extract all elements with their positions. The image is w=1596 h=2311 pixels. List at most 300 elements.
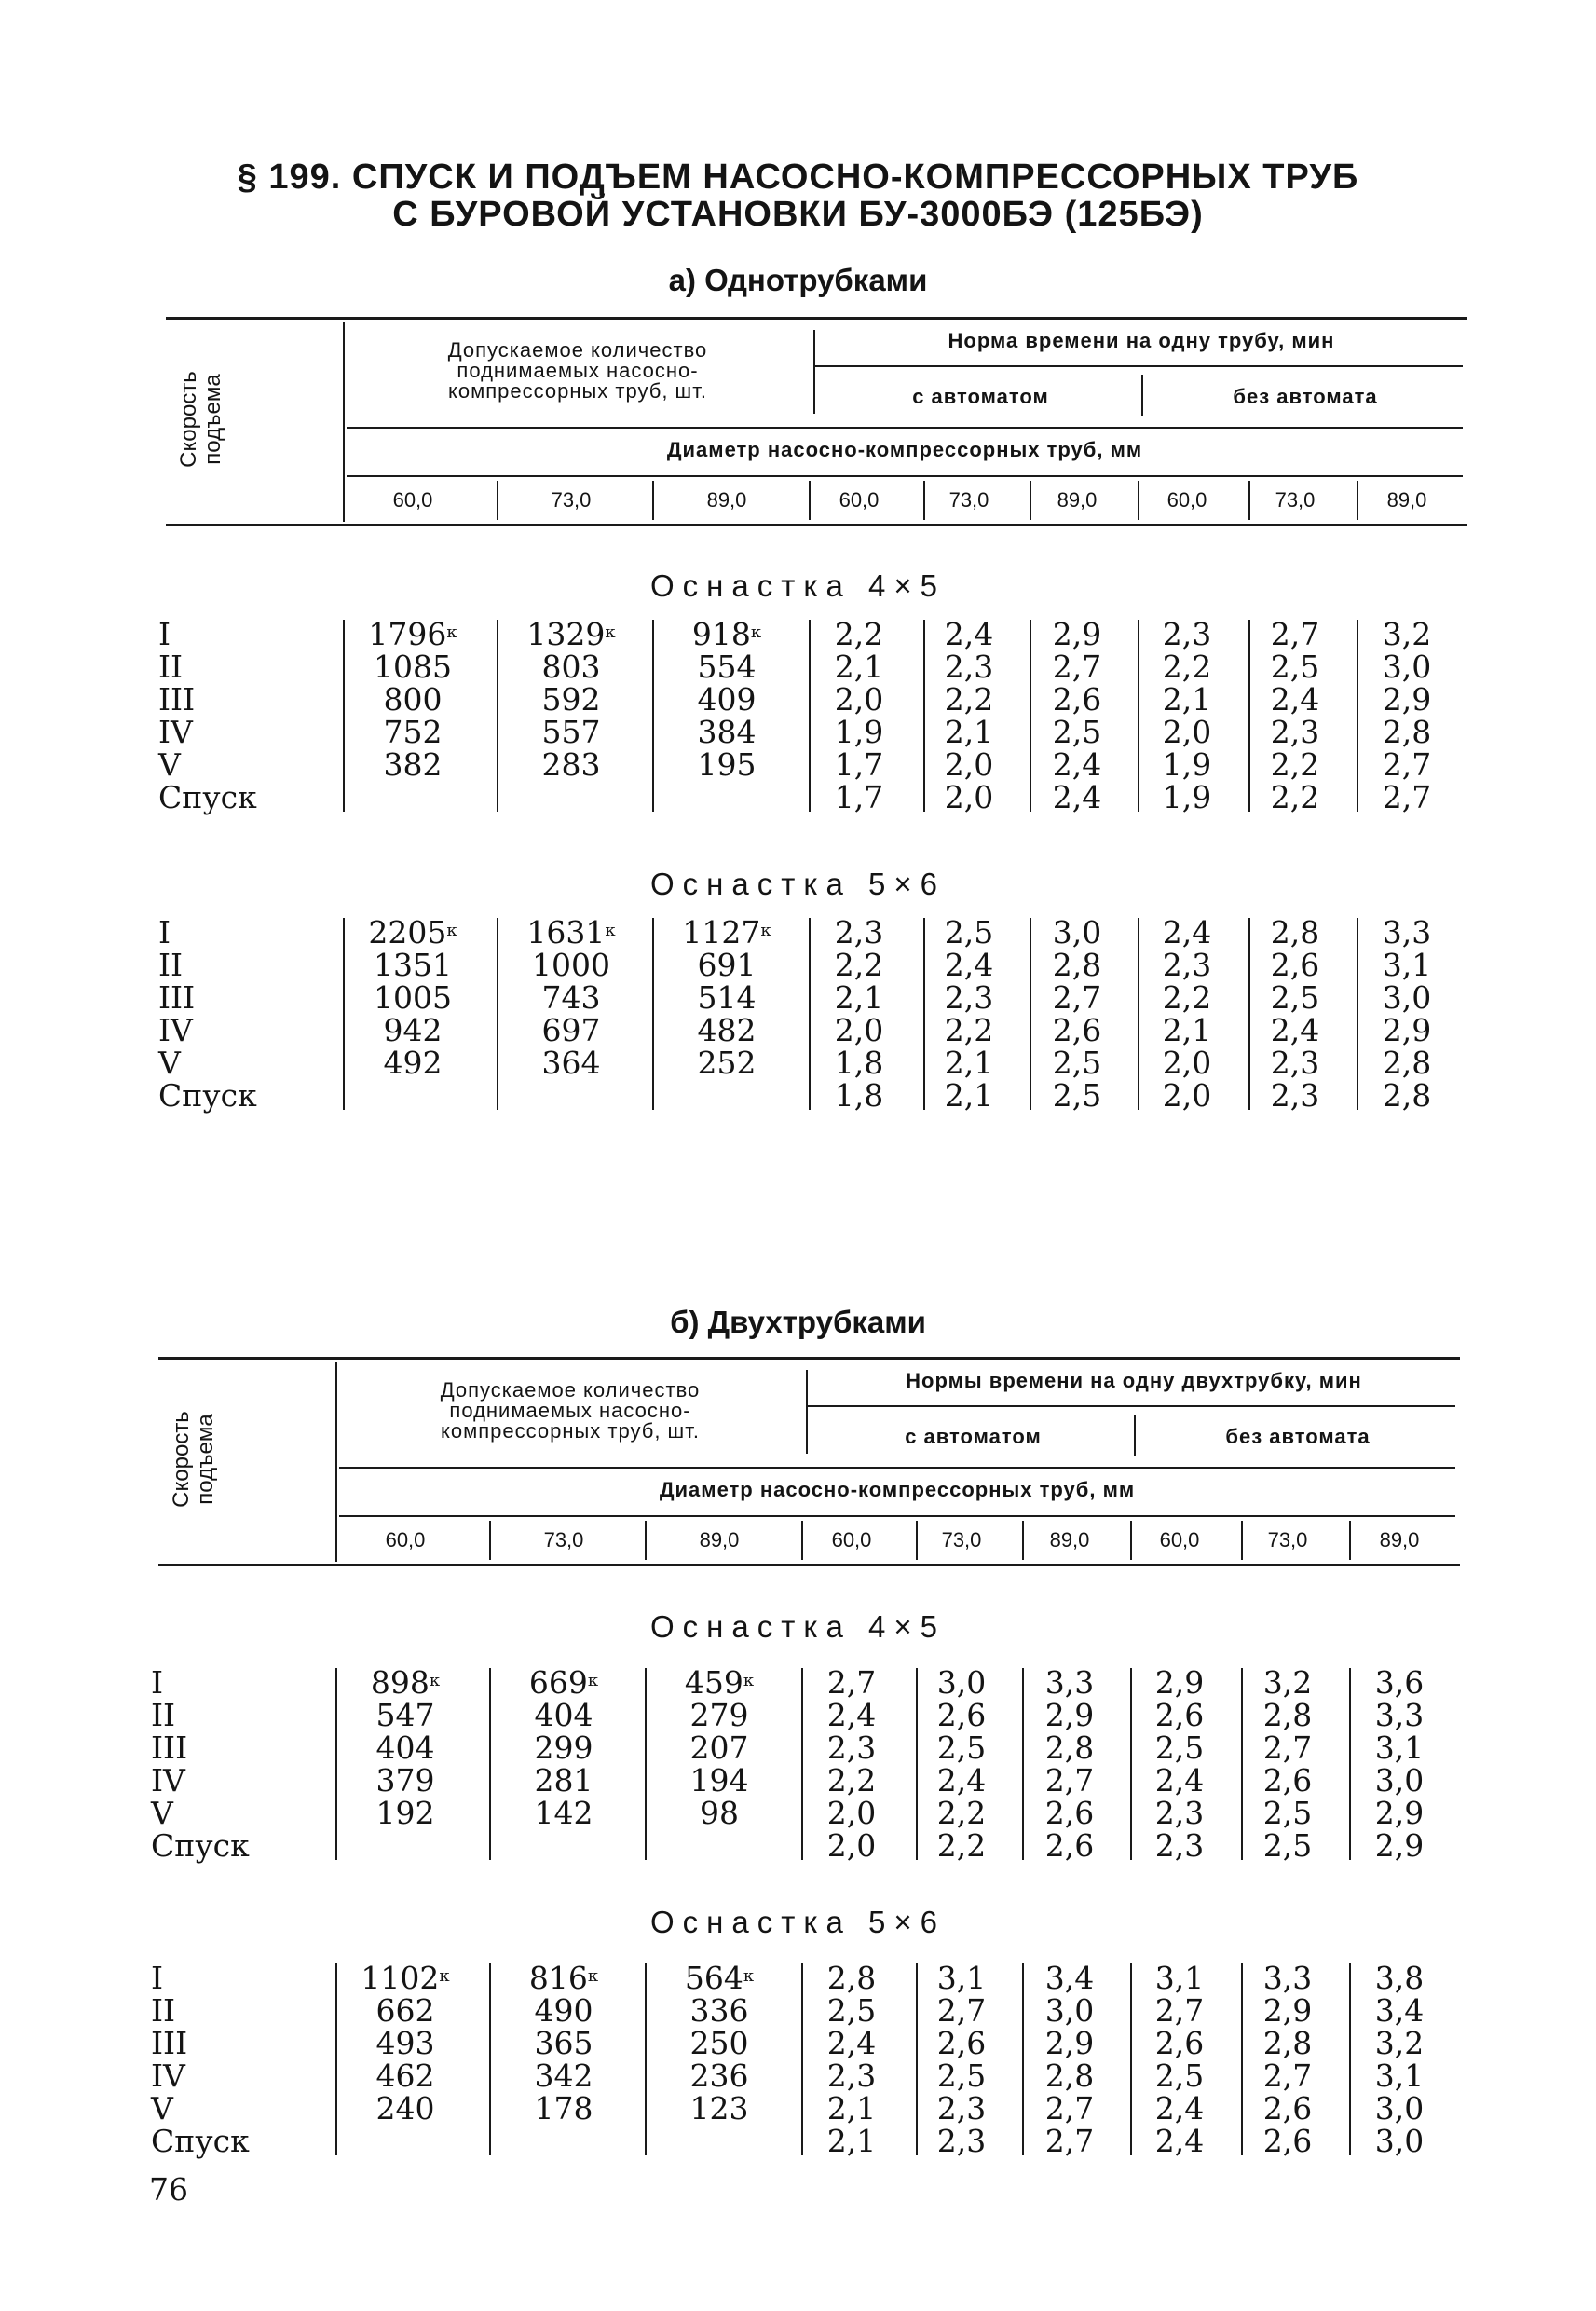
row-label: II	[151, 1697, 176, 1733]
row-label: V	[151, 2090, 173, 2126]
table-cell: 2,3	[1270, 1077, 1320, 1114]
row-header-speed-line: Скорость	[176, 371, 201, 468]
table-cell: 2,4	[1154, 2090, 1205, 2126]
table-cell: 2,6	[1044, 1827, 1095, 1864]
table-cell: 2,6	[1044, 1795, 1095, 1831]
diameter-column-header: 60,0	[392, 488, 433, 512]
table-cell: 3,2	[1374, 2025, 1425, 2061]
table-cell: 1,8	[834, 1077, 884, 1114]
row-label: I	[151, 1664, 164, 1701]
table-cell: 2,2	[834, 616, 884, 652]
table-cell: 2,0	[834, 681, 884, 718]
page-title-line-1: § 199. СПУСК И ПОДЪЕМ НАСОСНО-КОМПРЕССОРНЫХ ТРУБ	[237, 157, 1359, 197]
footnote-mark: к	[446, 622, 457, 642]
row-label: Спуск	[151, 2123, 250, 2159]
table-cell: 2,2	[1270, 746, 1320, 783]
header-norm-rule	[813, 365, 1463, 367]
table-cell: 2,6	[1154, 2025, 1205, 2061]
table-cell: 342	[534, 2058, 593, 2094]
table-cell: 2,9	[1382, 681, 1432, 718]
table-cell: 2,9	[1382, 1012, 1432, 1048]
body-column-divider	[497, 620, 498, 812]
table-cell: 2,1	[826, 2090, 877, 2126]
header-diameter-bottom-rule	[347, 475, 1463, 477]
diameter-column-header: 60,0	[385, 1528, 426, 1552]
table-cell: 2,1	[834, 979, 884, 1016]
diameter-column-divider	[1241, 1521, 1243, 1560]
table-subtitle: а) Однотрубками	[668, 263, 928, 297]
table-cell: 2,7	[1382, 746, 1432, 783]
footnote-mark: к	[605, 921, 616, 940]
table-cell: 554	[697, 649, 757, 685]
table-cell: 2,3	[1270, 1045, 1320, 1081]
table-cell: 2,6	[936, 1697, 987, 1733]
table-cell: 240	[375, 2090, 435, 2126]
table-cell: 2,5	[936, 2058, 987, 2094]
table-cell: $1796^к$	[368, 616, 457, 652]
header-auto: с автоматом	[912, 385, 1049, 408]
table-cell: 2,5	[1154, 1730, 1205, 1766]
table-cell: $459^к$	[684, 1664, 755, 1701]
header-norm: Нормы времени на одну двухтрубку, мин	[906, 1369, 1362, 1392]
table-cell: $669^к$	[528, 1664, 599, 1701]
table-cell: 2,1	[944, 1077, 994, 1114]
table-cell: $918^к$	[691, 616, 762, 652]
diameter-column-header: 73,0	[948, 488, 989, 512]
footnote-mark: к	[743, 1966, 755, 1986]
table-cell: 697	[541, 1012, 601, 1048]
table-cell: 2,2	[1162, 979, 1212, 1016]
table-cell: 1,8	[834, 1045, 884, 1081]
table-cell: 2,2	[936, 1795, 987, 1831]
table-cell: 2,8	[1044, 2058, 1095, 2094]
table-cell: 3,1	[1154, 1960, 1205, 1996]
table-cell: 492	[383, 1045, 443, 1081]
table-cell: 3,0	[1044, 1992, 1095, 2029]
table-cell: 2,5	[944, 914, 994, 950]
table-cell: 299	[534, 1730, 593, 1766]
table-cell: 2,7	[1044, 2123, 1095, 2159]
header-diameter: Диаметр насосно-компрессорных труб, мм	[659, 1478, 1136, 1501]
row-label: II	[158, 649, 184, 685]
table-cell: 2,5	[1154, 2058, 1205, 2094]
table-cell: 1000	[532, 947, 610, 983]
table-cell: 2,2	[1162, 649, 1212, 685]
table-cell: 2,7	[1382, 779, 1432, 815]
table-cell: 250	[689, 2025, 749, 2061]
header-top-rule	[166, 317, 1467, 320]
table-cell: $816^к$	[528, 1960, 599, 1996]
table-cell: 2,6	[1052, 1012, 1102, 1048]
table-cell: 2,8	[1052, 947, 1102, 983]
diameter-column-header: 60,0	[1159, 1528, 1200, 1552]
table-cell: 2,9	[1154, 1664, 1205, 1701]
table-cell: 3,1	[1382, 947, 1432, 983]
table-cell: 2,4	[826, 2025, 877, 2061]
header-top-rule	[158, 1357, 1460, 1360]
table-cell: 2,3	[826, 2058, 877, 2094]
table-cell: $898^к$	[370, 1664, 441, 1701]
header-bottom-rule	[158, 1564, 1460, 1566]
table-cell: 365	[534, 2025, 593, 2061]
header-count-line: Допускаемое количество	[440, 1378, 701, 1402]
table-cell: 2,0	[826, 1795, 877, 1831]
header-count-norm-divider	[806, 1370, 808, 1454]
table-cell: 2,1	[826, 2123, 877, 2159]
table-cell: 2,2	[1270, 779, 1320, 815]
diameter-column-divider	[645, 1521, 647, 1560]
table-cell: 2,6	[1270, 947, 1320, 983]
table-cell: 2,7	[1154, 1992, 1205, 2029]
table-cell: 1,7	[834, 779, 884, 815]
table-cell: 2,6	[1154, 1697, 1205, 1733]
table-cell: 2,9	[1044, 2025, 1095, 2061]
table-cell: 942	[383, 1012, 443, 1048]
table-cell: 2,5	[1270, 979, 1320, 1016]
row-header-speed-line: подъема	[200, 374, 225, 465]
body-column-divider	[343, 918, 345, 1110]
footnote-mark: к	[750, 622, 762, 642]
table-cell: 379	[375, 1762, 435, 1798]
table-cell: 2,3	[826, 1730, 877, 1766]
row-label: I	[151, 1960, 164, 1996]
table-cell: 2,8	[1262, 1697, 1313, 1733]
table-cell: 592	[541, 681, 601, 718]
table-cell: 2,4	[826, 1697, 877, 1733]
table-cell: 2,7	[936, 1992, 987, 2029]
table-cell: 662	[375, 1992, 435, 2029]
footnote-mark: к	[446, 921, 457, 940]
table-cell: 2,7	[1270, 616, 1320, 652]
body-column-divider	[652, 620, 654, 812]
table-cell: 3,2	[1382, 616, 1432, 652]
body-column-divider	[652, 918, 654, 1110]
table-cell: 2,9	[1262, 1992, 1313, 2029]
diameter-column-header: 60,0	[831, 1528, 872, 1552]
header-auto-divider	[1141, 375, 1143, 416]
table-cell: 2,9	[1374, 1827, 1425, 1864]
table-cell: $1102^к$	[361, 1960, 450, 1996]
body-column-divider	[335, 1963, 337, 2155]
diameter-column-divider	[489, 1521, 491, 1560]
table-cell: 2,2	[936, 1827, 987, 1864]
table-cell: 493	[375, 2025, 435, 2061]
table-cell: $1631^к$	[526, 914, 616, 950]
table-cell: 2,8	[1382, 1077, 1432, 1114]
header-count-line: Допускаемое количество	[447, 338, 708, 362]
footnote-mark: к	[439, 1966, 450, 1986]
table-cell: 482	[697, 1012, 757, 1048]
table-cell: 2,9	[1374, 1795, 1425, 1831]
diameter-column-divider	[1349, 1521, 1351, 1560]
table-cell: 207	[689, 1730, 749, 1766]
table-cell: 2,6	[1262, 2123, 1313, 2159]
table-cell: 3,0	[1052, 914, 1102, 950]
table-cell: 2,0	[834, 1012, 884, 1048]
table-cell: 752	[383, 714, 443, 750]
table-cell: 3,1	[1374, 1730, 1425, 1766]
header-diameter-top-rule	[347, 427, 1463, 429]
table-cell: 279	[689, 1697, 749, 1733]
table-cell: 2,0	[944, 779, 994, 815]
header-count-line: поднимаемых насосно-	[449, 1399, 691, 1422]
header-count-line: компрессорных труб, шт.	[441, 1419, 700, 1443]
table-cell: 2,7	[1052, 649, 1102, 685]
table-cell: 743	[541, 979, 601, 1016]
table-cell: 2,4	[1270, 1012, 1320, 1048]
row-label: V	[158, 746, 181, 783]
table-cell: 384	[697, 714, 757, 750]
table-cell: 557	[541, 714, 601, 750]
row-label: II	[151, 1992, 176, 2029]
row-label: III	[151, 1730, 188, 1766]
header-noauto: без автомата	[1225, 1425, 1371, 1448]
footnote-mark: к	[429, 1671, 441, 1690]
header-diameter: Диаметр насосно-компрессорных труб, мм	[666, 438, 1143, 461]
body-column-divider	[645, 1668, 647, 1860]
table-cell: 336	[689, 1992, 749, 2029]
header-noauto: без автомата	[1233, 385, 1378, 408]
table-cell: 409	[697, 681, 757, 718]
body-column-divider	[645, 1963, 647, 2155]
table-cell: 2,8	[1044, 1730, 1095, 1766]
table-cell: 192	[375, 1795, 435, 1831]
diameter-column-header: 89,0	[1049, 1528, 1090, 1552]
header-norm: Норма времени на одну трубу, мин	[948, 329, 1335, 352]
table-cell: 2,3	[944, 649, 994, 685]
table-cell: 2,0	[826, 1827, 877, 1864]
table-subtitle: б) Двухтрубками	[670, 1305, 926, 1339]
body-column-divider	[489, 1668, 491, 1860]
diameter-column-divider	[1248, 481, 1250, 520]
header-norm-rule	[806, 1405, 1455, 1407]
row-header-speed-line: подъема	[193, 1414, 218, 1505]
table-cell: $564^к$	[684, 1960, 755, 1996]
table-cell: 2,5	[1052, 1045, 1102, 1081]
diameter-column-divider	[801, 1521, 803, 1560]
footnote-mark: к	[587, 1671, 599, 1690]
table-cell: 2,4	[936, 1762, 987, 1798]
section-label: Оснастка 4×5	[649, 1609, 947, 1644]
body-column-divider	[489, 1963, 491, 2155]
footnote-mark: к	[587, 1966, 599, 1986]
diameter-column-header: 73,0	[941, 1528, 982, 1552]
header-bottom-rule	[166, 524, 1467, 526]
table-cell: 2,4	[1162, 914, 1212, 950]
table-cell: 2,6	[1262, 2090, 1313, 2126]
table-cell: 1005	[374, 979, 452, 1016]
table-cell: 2,3	[936, 2123, 987, 2159]
diameter-column-divider	[923, 481, 925, 520]
table-cell: 3,0	[936, 1664, 987, 1701]
table-cell: 2,1	[944, 714, 994, 750]
table-cell: 2,2	[944, 681, 994, 718]
table-cell: 2,4	[944, 947, 994, 983]
table-cell: 800	[383, 681, 443, 718]
row-label: I	[158, 616, 171, 652]
table-cell: 3,3	[1044, 1664, 1095, 1701]
table-cell: 2,2	[826, 1762, 877, 1798]
table-cell: 2,3	[936, 2090, 987, 2126]
footnote-mark: к	[605, 622, 616, 642]
table-cell: 2,3	[944, 979, 994, 1016]
diameter-column-divider	[1357, 481, 1358, 520]
table-cell: 1,9	[1162, 779, 1212, 815]
table-cell: 2,9	[1044, 1697, 1095, 1733]
diameter-column-divider	[916, 1521, 918, 1560]
table-cell: 142	[534, 1795, 593, 1831]
table-cell: 2,1	[944, 1045, 994, 1081]
row-label: II	[158, 947, 184, 983]
page-number: 76	[149, 2171, 188, 2208]
table-cell: 2,5	[1052, 1077, 1102, 1114]
table-cell: 2,1	[1162, 681, 1212, 718]
table-cell: 2,3	[1154, 1827, 1205, 1864]
row-label: V	[151, 1795, 173, 1831]
table-cell: $1329^к$	[526, 616, 616, 652]
row-header-speed-line: Скорость	[169, 1411, 194, 1508]
table-cell: 2,4	[1052, 779, 1102, 815]
footnote-mark: к	[760, 921, 771, 940]
table-cell: 2,4	[1052, 746, 1102, 783]
table-cell: 2,4	[1154, 2123, 1205, 2159]
table-cell: 382	[383, 746, 443, 783]
table-cell: 3,1	[936, 1960, 987, 1996]
diameter-column-header: 73,0	[551, 488, 592, 512]
diameter-column-header: 89,0	[706, 488, 747, 512]
table-cell: 3,6	[1374, 1664, 1425, 1701]
table-cell: 2,0	[944, 746, 994, 783]
diameter-column-divider	[652, 481, 654, 520]
table-cell: 2,7	[1044, 2090, 1095, 2126]
row-label: III	[158, 681, 196, 718]
table-cell: 3,3	[1374, 1697, 1425, 1733]
table-cell: 2,7	[1262, 1730, 1313, 1766]
section-label: Оснастка 4×5	[649, 568, 947, 603]
table-cell: 2,8	[826, 1960, 877, 1996]
diameter-column-divider	[809, 481, 811, 520]
table-cell: 3,4	[1374, 1992, 1425, 2029]
header-diameter-top-rule	[339, 1467, 1455, 1469]
table-cell: 2,0	[1162, 1045, 1212, 1081]
diameter-column-header: 60,0	[1166, 488, 1207, 512]
header-diameter-bottom-rule	[339, 1515, 1455, 1517]
diameter-column-header: 73,0	[543, 1528, 584, 1552]
table-cell: 2,5	[1052, 714, 1102, 750]
diameter-column-header: 89,0	[699, 1528, 740, 1552]
table-cell: 691	[697, 947, 757, 983]
diameter-column-divider	[1030, 481, 1031, 520]
table-cell: 236	[689, 2058, 749, 2094]
row-label: Спуск	[151, 1827, 250, 1864]
table-cell: 404	[375, 1730, 435, 1766]
table-cell: 2,9	[1052, 616, 1102, 652]
row-header-speed	[177, 326, 233, 513]
row-label: Спуск	[158, 779, 257, 815]
table-cell: $2205^к$	[368, 914, 457, 950]
table-cell: 2,7	[1052, 979, 1102, 1016]
table-cell: 1,9	[1162, 746, 1212, 783]
row-header-speed	[170, 1366, 225, 1552]
diameter-column-header: 89,0	[1057, 488, 1098, 512]
table-cell: 3,3	[1382, 914, 1432, 950]
table-cell: 2,3	[1154, 1795, 1205, 1831]
table-cell: 123	[689, 2090, 749, 2126]
diameter-column-header: 89,0	[1379, 1528, 1420, 1552]
table-cell: 2,7	[1044, 1762, 1095, 1798]
table-cell: 1351	[374, 947, 452, 983]
table-cell: 2,5	[1262, 1795, 1313, 1831]
table-cell: 2,4	[944, 616, 994, 652]
diameter-column-header: 73,0	[1267, 1528, 1308, 1552]
table-cell: 252	[697, 1045, 757, 1081]
table-cell: 3,0	[1382, 979, 1432, 1016]
table-cell: 462	[375, 2058, 435, 2094]
diameter-column-divider	[1138, 481, 1139, 520]
header-auto-divider	[1134, 1415, 1136, 1456]
table-cell: 2,3	[834, 914, 884, 950]
table-cell: 2,0	[1162, 714, 1212, 750]
table-cell: 404	[534, 1697, 593, 1733]
table-cell: 803	[541, 649, 601, 685]
table-cell: 2,1	[834, 649, 884, 685]
table-cell: 2,5	[1270, 649, 1320, 685]
table-cell: 3,0	[1382, 649, 1432, 685]
row-label: IV	[151, 2058, 185, 2094]
header-count-line: компрессорных труб, шт.	[448, 379, 707, 403]
table-cell: 2,8	[1270, 914, 1320, 950]
table-cell: 2,4	[1270, 681, 1320, 718]
row-label: III	[158, 979, 196, 1016]
table-cell: 3,0	[1374, 2123, 1425, 2159]
header-count-norm-divider	[813, 330, 815, 414]
table-cell: 2,3	[1162, 947, 1212, 983]
table-cell: 2,5	[936, 1730, 987, 1766]
table-cell: 2,5	[1262, 1827, 1313, 1864]
diameter-column-divider	[335, 1521, 337, 1560]
body-column-divider	[335, 1668, 337, 1860]
table-cell: 2,2	[944, 1012, 994, 1048]
table-cell: 98	[700, 1795, 739, 1831]
table-cell: 3,0	[1374, 1762, 1425, 1798]
row-label: IV	[151, 1762, 185, 1798]
diameter-column-divider	[497, 481, 498, 520]
table-cell: 2,6	[1052, 681, 1102, 718]
table-cell: 2,2	[834, 947, 884, 983]
table-cell: 3,1	[1374, 2058, 1425, 2094]
row-label: IV	[158, 1012, 193, 1048]
row-label: III	[151, 2025, 188, 2061]
table-cell: 2,8	[1382, 714, 1432, 750]
table-cell: 2,8	[1262, 2025, 1313, 2061]
page-title-line-2: С БУРОВОЙ УСТАНОВКИ БУ-3000БЭ (125БЭ)	[392, 195, 1204, 234]
table-cell: 3,0	[1374, 2090, 1425, 2126]
table-cell: 2,5	[826, 1992, 877, 2029]
table-cell: 364	[541, 1045, 601, 1081]
table-cell: 195	[697, 746, 757, 783]
table-cell: 2,6	[1262, 1762, 1313, 1798]
table-cell: 178	[534, 2090, 593, 2126]
diameter-column-divider	[1130, 1521, 1132, 1560]
row-label: I	[158, 914, 171, 950]
table-cell: 3,8	[1374, 1960, 1425, 1996]
table-cell: 2,0	[1162, 1077, 1212, 1114]
diameter-column-divider	[343, 481, 345, 520]
table-cell: 3,3	[1262, 1960, 1313, 1996]
table-cell: 2,3	[1270, 714, 1320, 750]
table-cell: 3,2	[1262, 1664, 1313, 1701]
diameter-column-header: 60,0	[839, 488, 880, 512]
